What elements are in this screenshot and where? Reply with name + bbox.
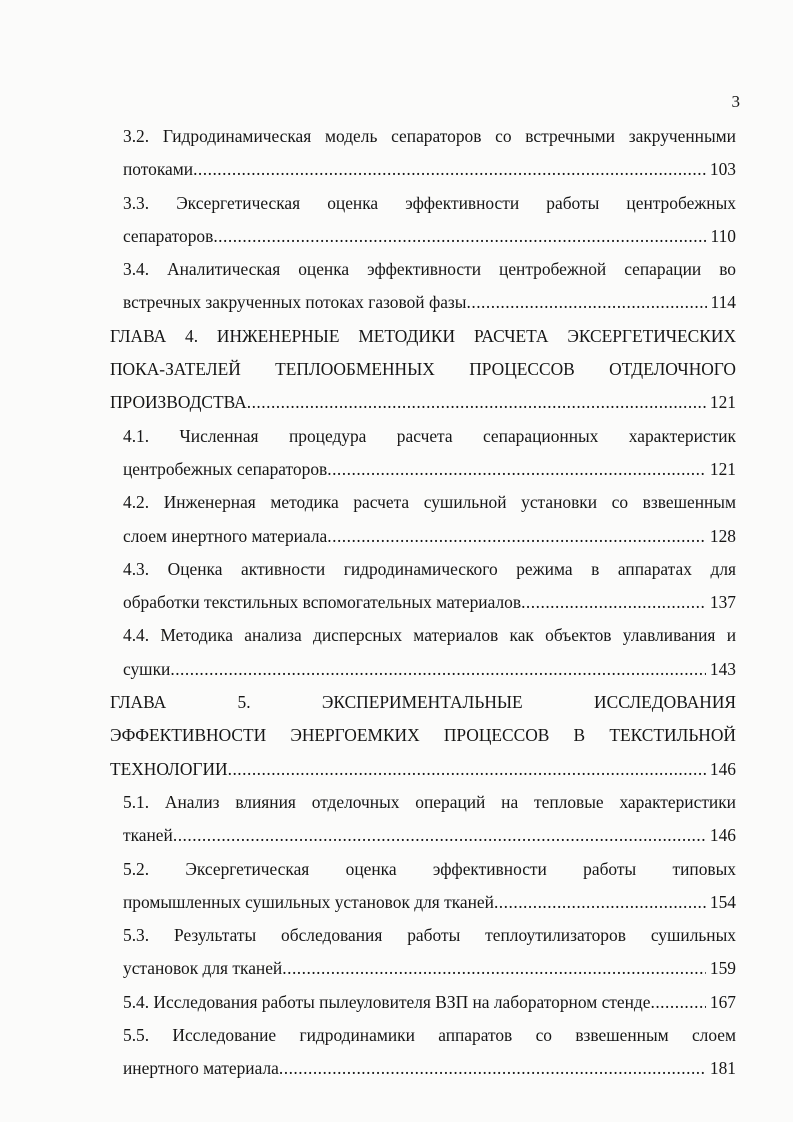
toc-entry-title: 3.4. Аналитическая оценка эффективности центробежной сепарации во [123, 259, 736, 280]
dot-leader [193, 153, 706, 186]
toc-entry-title-cont: промышленных сушильных установок для тканей [123, 891, 494, 912]
dot-leader [173, 819, 706, 852]
toc-entry-title: 4.2. Инженерная методика расчета сушильной установки со взвешенным [123, 492, 736, 513]
dot-leader [247, 386, 706, 419]
toc-entry-title: 5.4. Исследования работы пылеуловителя ВЗП на лабораторном стенде [123, 991, 651, 1012]
toc-page-ref: 114 [710, 292, 736, 313]
toc-entry-title-cont: инертного материала [123, 1058, 279, 1079]
chapter-title: ГЛАВА 4. ИНЖЕНЕРНЫЕ МЕТОДИКИ РАСЧЕТА ЭКСЕРГЕТИЧЕСКИХ [110, 325, 736, 346]
toc-entry-5-1[interactable] [110, 786, 736, 853]
dot-leader [467, 286, 707, 319]
dot-leader [213, 220, 706, 253]
toc-entry-4-3[interactable] [110, 553, 736, 620]
toc-page-ref: 181 [709, 1058, 736, 1079]
dot-leader [327, 520, 706, 553]
toc-entry-title: 4.1. Численная процедура расчета сепарационных характеристик [123, 425, 736, 446]
toc-page-ref: 143 [709, 658, 736, 679]
toc-entry-title-cont: тканей [123, 825, 173, 846]
dot-leader [279, 1052, 706, 1085]
toc-entry-4-2[interactable] [110, 486, 736, 553]
toc-page-ref: 103 [709, 159, 736, 180]
toc-entry-title-cont: сепараторов [123, 225, 214, 246]
toc-chapter-4[interactable] [110, 320, 736, 420]
toc-entry-5-2[interactable] [110, 853, 736, 920]
toc-page-ref: 128 [709, 525, 736, 546]
toc-page-ref: 167 [709, 991, 736, 1012]
dot-leader [282, 952, 706, 985]
toc-entry-title-cont: сушки [123, 658, 171, 679]
toc-entry-title: 4.4. Методика анализа дисперсных материалов как объектов улавливания и [123, 625, 736, 646]
dot-leader [494, 886, 706, 919]
toc-entry-title: 3.2. Гидродинамическая модель сепараторов со встречными закрученными [123, 126, 736, 146]
toc-entry-3-3[interactable] [110, 187, 736, 254]
toc-entry-4-1[interactable] [110, 420, 736, 487]
chapter-title-end: ТЕХНОЛОГИИ [110, 758, 228, 779]
toc-page-ref: 154 [709, 891, 736, 912]
toc-entry-title-cont: центробежных сепараторов [123, 458, 328, 479]
toc-page-ref: 137 [709, 592, 736, 613]
toc-entry-title-cont: встречных закрученных потоках газовой фазы [123, 292, 467, 313]
toc-entry-title: 4.3. Оценка активности гидродинамического режима в аппаратах для [123, 558, 736, 579]
chapter-title-cont: ПОКА-ЗАТЕЛЕЙ ТЕПЛООБМЕННЫХ ПРОЦЕССОВ ОТДЕЛОЧНОГО [110, 359, 736, 380]
toc-entry-3-2[interactable] [110, 120, 736, 187]
chapter-title-cont: ЭФФЕКТИВНОСТИ ЭНЕРГОЕМКИХ ПРОЦЕССОВ В ТЕКСТИЛЬНОЙ [110, 725, 736, 746]
toc-page-ref: 159 [709, 958, 736, 979]
chapter-title: ГЛАВА 5. ЭКСПЕРИМЕНТАЛЬНЫЕ ИССЛЕДОВАНИЯ [110, 692, 736, 713]
dot-leader [650, 986, 705, 1019]
toc-chapter-5[interactable] [110, 686, 736, 786]
toc-entry-title-cont: установок для тканей [123, 958, 283, 979]
dot-leader [170, 653, 706, 686]
table-of-contents [110, 120, 736, 1086]
toc-entry-title: 5.1. Анализ влияния отделочных операций на тепловые характеристики [123, 791, 736, 812]
toc-entry-4-4[interactable] [110, 619, 736, 686]
toc-entry-5-5[interactable] [110, 1019, 736, 1086]
toc-entry-title: 5.3. Результаты обследования работы теплоутилизаторов сушильных [123, 925, 736, 946]
chapter-title-end: ПРОИЗВОДСТВА [110, 392, 247, 413]
dot-leader [327, 453, 706, 486]
toc-page-ref: 146 [709, 758, 736, 779]
toc-page-ref: 121 [709, 458, 736, 479]
toc-entry-5-3[interactable] [110, 919, 736, 986]
toc-entry-title-cont: слоем инертного материала [123, 525, 328, 546]
toc-entry-title: 5.2. Эксергетическая оценка эффективности работы типовых [123, 858, 736, 879]
toc-entry-3-4[interactable] [110, 253, 736, 320]
toc-page-ref: 146 [709, 825, 736, 846]
dot-leader [228, 753, 706, 786]
toc-entry-title: 5.5. Исследование гидродинамики аппаратов со взвешенным слоем [123, 1025, 736, 1046]
toc-entry-title: 3.3. Эксергетическая оценка эффективности работы центробежных [123, 192, 736, 213]
page-number: 3 [731, 92, 740, 111]
toc-entry-title-cont: обработки текстильных вспомогательных материалов [123, 592, 522, 613]
toc-entry-5-4[interactable] [110, 986, 736, 1019]
toc-entry-title-cont: потоками [123, 159, 194, 180]
dot-leader [521, 586, 706, 619]
toc-page-ref: 121 [709, 392, 736, 413]
toc-page-ref: 110 [710, 225, 736, 246]
